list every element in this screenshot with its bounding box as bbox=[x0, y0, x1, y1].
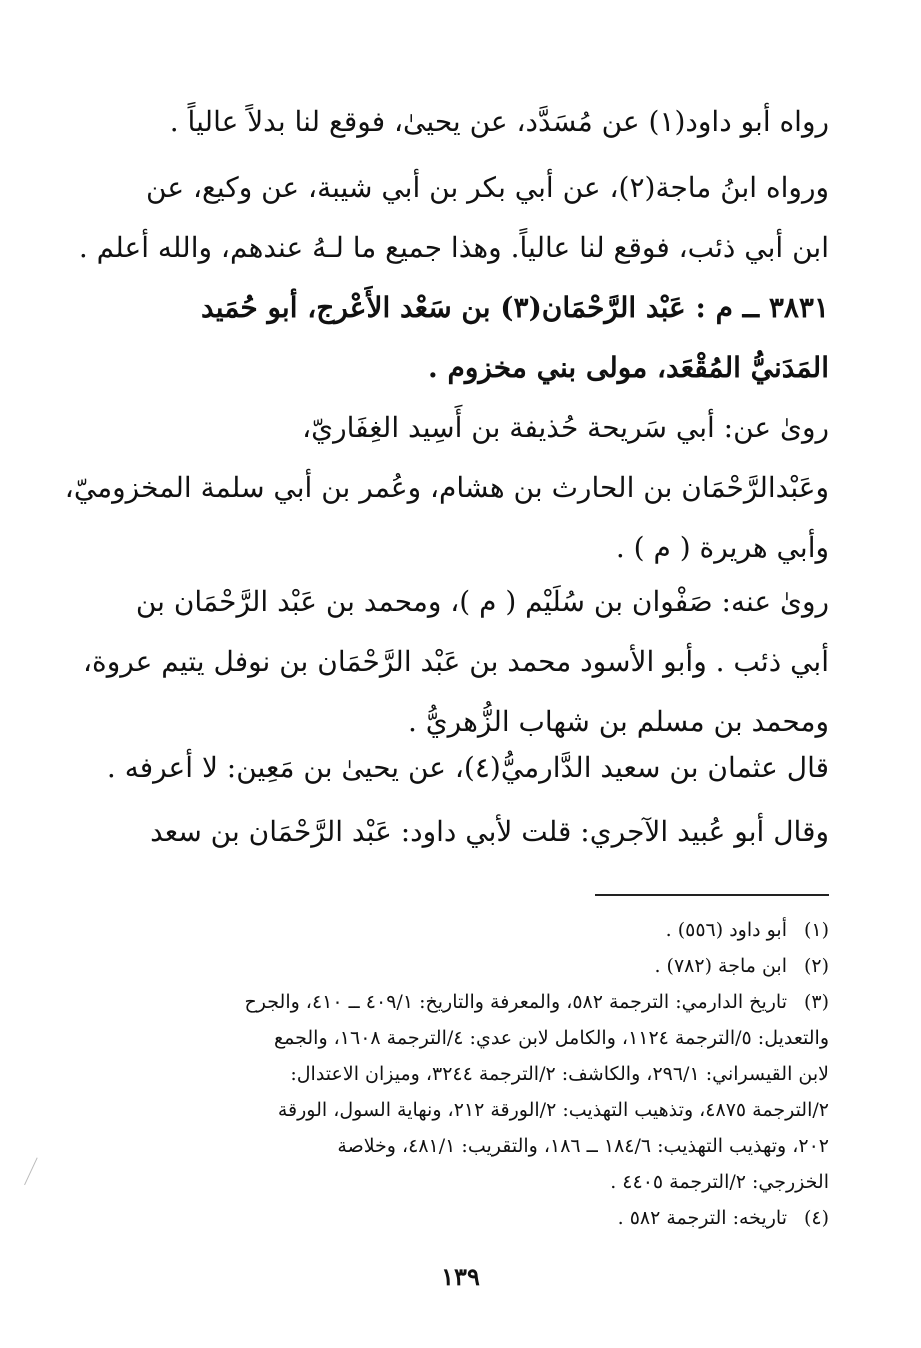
footnote-line bbox=[109, 912, 829, 948]
entry-heading bbox=[109, 278, 829, 398]
footnote-text: أبو داود (٥٥٦) . bbox=[665, 919, 787, 941]
footnote-line: ٢/الترجمة ٤٨٧٥، وتذهيب التهذيب: ٢/الورقة ٢١٢، ونهاية السول، الورقة bbox=[277, 1099, 829, 1121]
footnote-line bbox=[109, 1200, 829, 1236]
text-line: أبي ذئب . وأبو الأسود محمد بن عَبْد الرَّحْمَان بن نوفل يتيم عروة، bbox=[82, 645, 829, 678]
paragraph-ajurri bbox=[109, 802, 829, 862]
footnote-4 bbox=[109, 1200, 829, 1236]
text-line: قال عثمان بن سعيد الدَّارميُّ(٤)، عن يحيىٰ بن مَعِين: لا أعرفه . bbox=[106, 751, 829, 784]
page-number: ١٣٩ bbox=[441, 1262, 480, 1291]
footnote-line: الخزرجي: ٢/الترجمة ٤٤٠٥ . bbox=[610, 1171, 829, 1193]
scan-mark bbox=[24, 1158, 45, 1189]
footnote-line: ٢٠٢، وتهذيب التهذيب: ١٨٤/٦ ــ ١٨٦، والتقريب: ٤٨١/١، وخلاصة bbox=[337, 1135, 829, 1157]
footnote-number: (٢) bbox=[803, 955, 829, 977]
text-line: روىٰ عنه: صَفْوان بن سُلَيْم ( م )، ومحمد بن عَبْد الرَّحْمَان بن bbox=[135, 585, 829, 618]
footnote-line: لابن القيسراني: ٢٩٦/١، والكاشف: ٢/الترجمة ٣٢٤٤، وميزان الاعتدال: bbox=[290, 1063, 829, 1085]
text-line: ومحمد بن مسلم بن شهاب الزُّهريُّ . bbox=[407, 705, 829, 738]
footnote-text: تاريخه: الترجمة ٥٨٢ . bbox=[617, 1207, 787, 1229]
text-line: المَدَنيُّ المُقْعَد، مولى بني مخزوم . bbox=[427, 351, 829, 384]
text-line: وعَبْدالرَّحْمَان بن الحارث بن هشام، وعُمر بن أبي سلمة المخزوميّ، bbox=[64, 471, 829, 504]
text-line: روىٰ عن: أبي سَريحة حُذيفة بن أَسِيد الغِفَاريّ، bbox=[302, 411, 829, 444]
footnote-line bbox=[109, 948, 829, 984]
paragraph-2 bbox=[78, 158, 829, 278]
footnote-1 bbox=[109, 912, 829, 948]
footnote-2 bbox=[109, 948, 829, 984]
text-line: وأبي هريرة ( م ) . bbox=[615, 531, 829, 564]
footnote-text: تاريخ الدارمي: الترجمة ٥٨٢، والمعرفة والتاريخ: ٤٠٩/١ ــ ٤١٠، والجرح bbox=[244, 991, 787, 1013]
footnote-text: ابن ماجة (٧٨٢) . bbox=[654, 955, 787, 977]
footnote-line: والتعديل: ٥/الترجمة ١١٢٤، والكامل لابن عدي: ٤/الترجمة ١٦٠٨، والجمع bbox=[274, 1027, 829, 1049]
footnote-3 bbox=[109, 984, 829, 1200]
paragraph-darimi bbox=[106, 738, 829, 798]
footnote-number: (١) bbox=[803, 919, 829, 941]
text-line: ورواه ابنُ ماجة(٢)، عن أبي بكر بن أبي شيبة، عن وكيع، عن bbox=[146, 171, 829, 204]
text-line: وقال أبو عُبيد الآجري: قلت لأبي داود: عَبْد الرَّحْمَان بن سعد bbox=[150, 815, 829, 848]
footnote-separator bbox=[595, 894, 829, 896]
footnote-number: (٣) bbox=[803, 991, 829, 1013]
footnote-line bbox=[109, 984, 829, 1020]
text-line: ابن أبي ذئب، فوقع لنا عالياً. وهذا جميع ما لـهُ عندهم، والله أعلم . bbox=[78, 231, 829, 264]
footnote-number: (٤) bbox=[803, 1207, 829, 1229]
text-line: ٣٨٣١ ــ م : عَبْد الرَّحْمَان(٣) بن سَعْد الأَعْرج، أبو حُمَيد bbox=[201, 291, 829, 324]
text-line: رواه أبو داود(١) عن مُسَدَّد، عن يحيىٰ، فوقع لنا بدلاً عالياً . bbox=[169, 105, 829, 138]
paragraph-1 bbox=[109, 92, 829, 152]
paragraph-narrated-by bbox=[82, 572, 829, 752]
paragraph-narrated-from bbox=[64, 398, 829, 578]
